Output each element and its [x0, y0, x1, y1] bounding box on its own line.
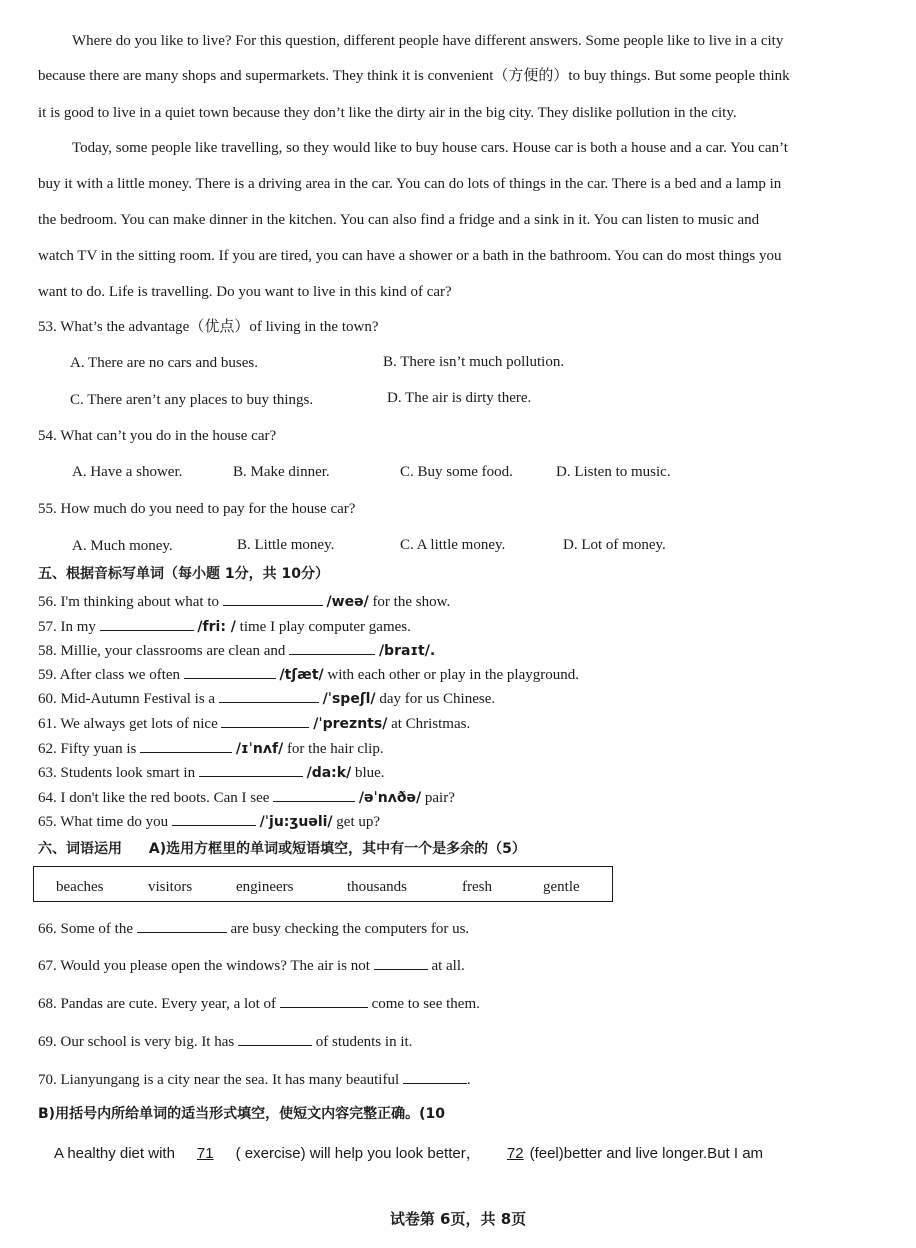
option-53-c: C. There aren’t any places to buy things. [70, 392, 314, 408]
item-60: 60. Mid-Autumn Festival is a /ˈspeʃl/ day for us Chinese. [38, 688, 495, 708]
option-53-d: D. The air is dirty there. [387, 390, 532, 406]
word-bank-item: engineers [236, 879, 294, 895]
item-58: 58. Millie, your classrooms are clean and /braɪt/. [38, 640, 435, 660]
option-53-b: B. There isn’t much pollution. [383, 354, 565, 370]
answer-blank[interactable] [184, 664, 276, 679]
item-70: 70. Lianyungang is a city near the sea. It has many beautiful . [38, 1069, 471, 1089]
answer-blank[interactable] [137, 918, 227, 933]
option-54-c: C. Buy some food. [400, 464, 513, 480]
answer-blank[interactable] [100, 616, 194, 631]
item-67: 67. Would you please open the windows? The air is not at all. [38, 955, 465, 975]
option-55-a: A. Much money. [72, 538, 173, 554]
answer-blank[interactable] [140, 738, 232, 753]
passage-line: because there are many shops and supermarkets. They think it is convenient（方便的）to buy things. But some people think [38, 68, 790, 84]
answer-blank[interactable] [221, 713, 309, 728]
answer-blank[interactable] [273, 787, 355, 802]
option-55-c: C. A little money. [400, 537, 506, 553]
item-68: 68. Pandas are cute. Every year, a lot of come to see them. [38, 993, 480, 1013]
answer-blank[interactable] [223, 591, 323, 606]
item-63: 63. Students look smart in /da:k/ blue. [38, 762, 385, 782]
answer-blank[interactable] [374, 955, 428, 970]
passage-line: watch TV in the sitting room. If you are tired, you can have a shower or a bath in the bathroom. You can do most things you [38, 248, 782, 264]
item-56: 56. I'm thinking about what to /weə/ for the show. [38, 591, 450, 611]
word-bank-box [33, 866, 613, 902]
option-55-b: B. Little money. [237, 537, 335, 553]
section-5-heading: 五、根据音标写单词（每小题 1分，共 10分） [38, 566, 329, 582]
option-54-d: D. Listen to music. [556, 464, 671, 480]
answer-blank[interactable] [289, 640, 375, 655]
item-61: 61. We always get lots of nice /ˈpreznts/ at Christmas. [38, 713, 470, 733]
item-62: 62. Fifty yuan is /ɪˈnʌf/ for the hair clip. [38, 738, 384, 758]
page-footer: 试卷第 6页，共 8页 [389, 1210, 527, 1228]
passage-line: Today, some people like travelling, so they would like to buy house cars. House car is both a house and a car. You can’t [72, 140, 788, 156]
answer-blank[interactable] [403, 1069, 467, 1084]
question-55: 55. How much do you need to pay for the house car? [38, 501, 356, 517]
word-bank-item: gentle [543, 879, 580, 895]
word-bank-item: thousands [347, 879, 407, 895]
question-53: 53. What’s the advantage（优点）of living in the town? [38, 319, 379, 335]
passage-line: Where do you like to live? For this question, different people have different answers. Some people like to live in a city [72, 33, 784, 49]
item-71-72: A healthy diet with 71 ( exercise) will help you look better， 72 (feel)better and live longer.But I am [54, 1145, 764, 1162]
answer-blank-72[interactable]: 72 [506, 1145, 524, 1162]
passage-line: buy it with a little money. There is a driving area in the car. You can do lots of things in the car. There is a bed and a lamp in [38, 176, 782, 192]
answer-blank[interactable] [199, 762, 303, 777]
item-59: 59. After class we often /tʃæt/ with each other or play in the playground. [38, 664, 579, 684]
answer-blank[interactable] [219, 688, 319, 703]
section-6-heading: 六、词语运用 A)选用方框里的单词或短语填空，其中有一个是多余的（5） [38, 841, 526, 857]
section-6b-heading: B)用括号内所给单词的适当形式填空，使短文内容完整正确。(10 [38, 1106, 445, 1122]
passage-line: it is good to live in a quiet town because they don’t like the dirty air in the big city. They dislike pollution in the city. [38, 105, 737, 121]
item-57: 57. In my /fri: / time I play computer games. [38, 616, 411, 636]
answer-blank[interactable] [280, 993, 368, 1008]
item-69: 69. Our school is very big. It has of students in it. [38, 1031, 412, 1051]
option-53-a: A. There are no cars and buses. [70, 355, 258, 371]
passage-line: the bedroom. You can make dinner in the kitchen. You can also find a fridge and a sink in it. You can listen to music and [38, 212, 760, 228]
answer-blank[interactable] [238, 1031, 312, 1046]
item-64: 64. I don't like the red boots. Can I see /əˈnʌðə/ pair? [38, 787, 455, 807]
question-54: 54. What can’t you do in the house car? [38, 428, 277, 444]
word-bank-item: fresh [462, 879, 492, 895]
passage-line: want to do. Life is travelling. Do you want to live in this kind of car? [38, 284, 452, 300]
option-55-d: D. Lot of money. [563, 537, 666, 553]
word-bank-item: visitors [148, 879, 193, 895]
item-66: 66. Some of the are busy checking the computers for us. [38, 918, 469, 938]
word-bank-item: beaches [56, 879, 104, 895]
option-54-a: A. Have a shower. [72, 464, 183, 480]
answer-blank[interactable] [172, 811, 256, 826]
answer-blank-71[interactable]: 71 [196, 1145, 214, 1162]
option-54-b: B. Make dinner. [233, 464, 330, 480]
item-65: 65. What time do you /ˈju:ʒuəli/ get up? [38, 811, 380, 831]
